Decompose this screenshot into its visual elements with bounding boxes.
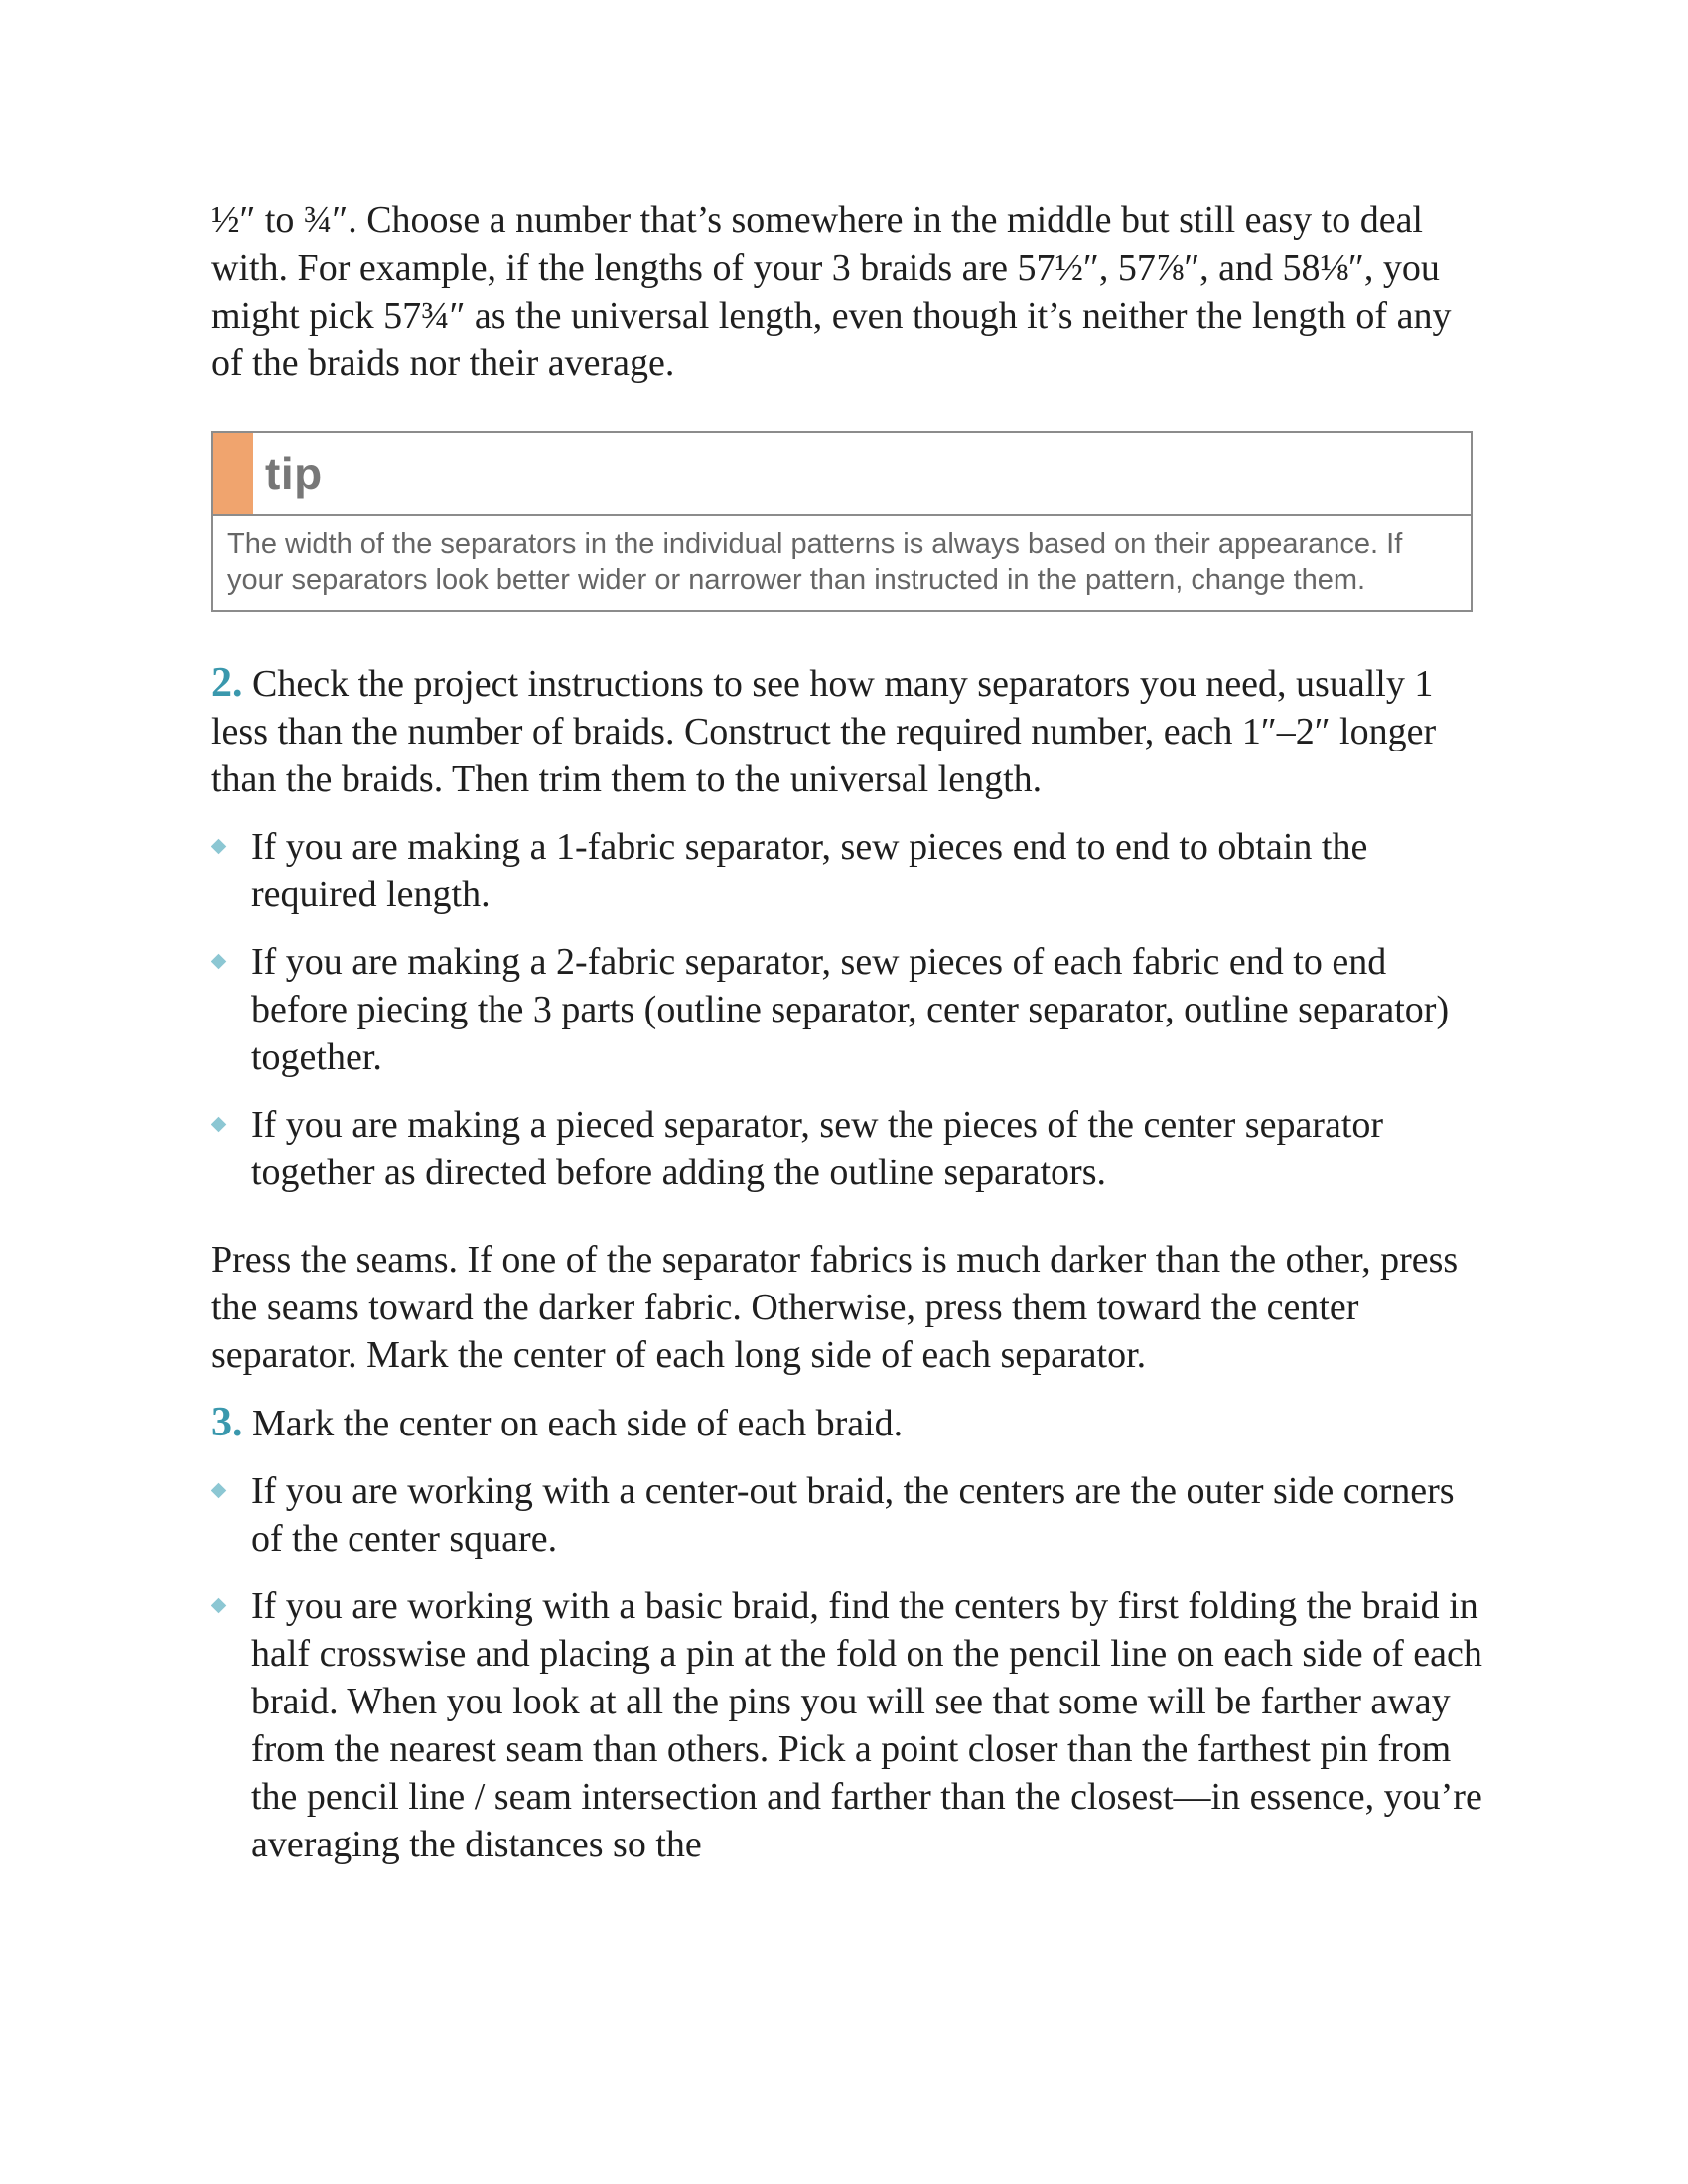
bullet-text: If you are making a 1-fabric separator, sew pieces end to end to obtain the required length. xyxy=(251,826,1368,915)
diamond-bullet-icon xyxy=(211,839,227,855)
step-3 xyxy=(211,1399,1482,1447)
tip-accent-bar xyxy=(213,433,253,514)
diamond-bullet-icon xyxy=(211,1483,227,1499)
list-item xyxy=(211,1582,1482,1868)
step-2-text: Check the project instructions to see how many separators you need, usually 1 less than the number of braids. Construct the required number, each 1″–2″ longer than the braids. Then trim them to the universal length. xyxy=(211,663,1437,800)
tip-box xyxy=(211,431,1473,612)
step-3-bullet-list xyxy=(211,1467,1482,1868)
list-item xyxy=(211,938,1482,1081)
list-item xyxy=(211,1101,1482,1196)
tip-title: tip xyxy=(265,448,323,499)
diamond-bullet-icon xyxy=(211,1117,227,1133)
press-paragraph: Press the seams. If one of the separator fabrics is much darker than the other, press the seams toward the darker fabric. Otherwise, press them toward the center separator. Mark the center of each long side of each separator. xyxy=(211,1239,1459,1376)
diamond-bullet-icon xyxy=(211,1598,227,1614)
bullet-text: If you are working with a center-out braid, the centers are the outer side corners of the center square. xyxy=(251,1470,1455,1560)
tip-header xyxy=(213,433,1471,516)
intro-paragraph: ½″ to ¾″. Choose a number that’s somewhere in the middle but still easy to deal with. For example, if the lengths of your 3 braids are 57½″, 57⅞″, and 58⅛″, you might pick 57¾″ as the universal length, even though it’s neither the length of any of the braids nor their average. xyxy=(211,200,1452,384)
bullet-text: If you are working with a basic braid, find the centers by first folding the braid in half crosswise and placing a pin at the fold on the pencil line on each side of each braid. When you look at all the pins you will see that some will be farther away from the nearest seam than others. Pick a point closer than the farthest pin from the pencil line / seam intersection and farther than the closest—in essence, you’re averaging the distances so the xyxy=(251,1585,1482,1865)
list-item xyxy=(211,823,1482,918)
bullet-text: If you are making a pieced separator, sew the pieces of the center separator together as directed before adding the outline separators. xyxy=(251,1104,1384,1193)
tip-body: The width of the separators in the individual patterns is always based on their appearance. If your separators look better wider or narrower than instructed in the pattern, change them. xyxy=(227,528,1403,596)
step-2-number: 2. xyxy=(211,660,243,706)
list-item xyxy=(211,1467,1482,1563)
document-page xyxy=(211,197,1482,1888)
step-2 xyxy=(211,659,1482,803)
step-3-number: 3. xyxy=(211,1400,243,1445)
step-3-text: Mark the center on each side of each braid. xyxy=(242,1403,904,1444)
bullet-text: If you are making a 2-fabric separator, sew pieces of each fabric end to end before piecing the 3 parts (outline separator, center separator, outline separator) together. xyxy=(251,941,1450,1078)
diamond-bullet-icon xyxy=(211,954,227,970)
step-2-bullet-list xyxy=(211,823,1482,1196)
